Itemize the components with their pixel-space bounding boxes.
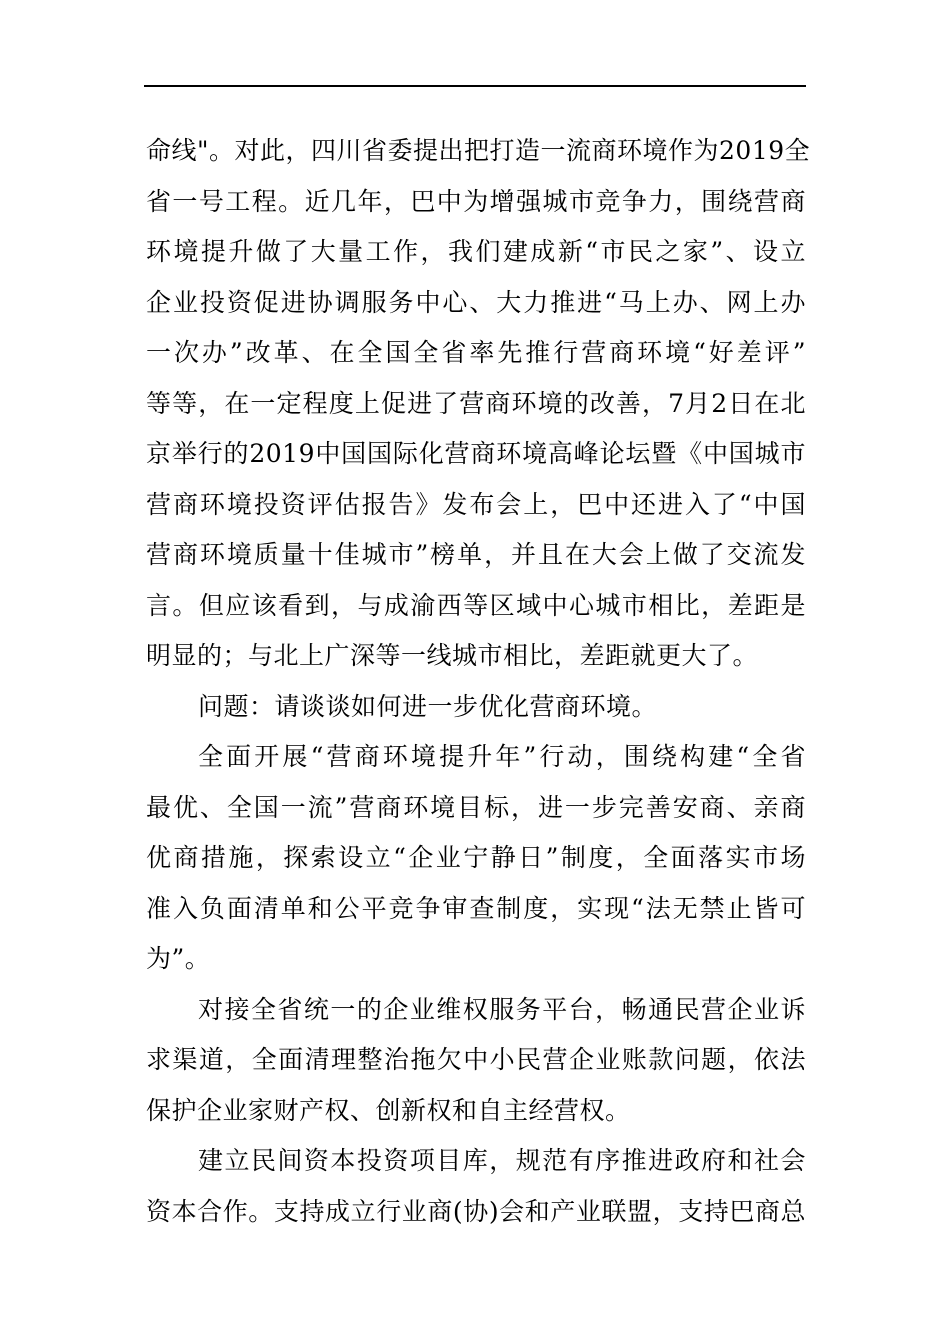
question-line: 问题：请谈谈如何进一步优化营商环境。 [198,691,658,721]
text-line: 营商环境投资评估报告》发布会上，巴中还进入了“中国 [146,489,806,519]
text-line: 命线"。对此，四川省委提出把打造一流商环境作为2019全 [146,136,811,165]
header-rule [144,85,806,87]
text-line: 为”。 [146,944,211,973]
text-line: 建立民间资本投资项目库，规范有序推进政府和社会 [198,1146,806,1175]
text-line: 准入负面清单和公平竞争审查制度，实现“法无禁止皆可 [146,893,806,923]
document-body [146,126,811,1237]
text-line: 全面开展“营商环境提升年”行动，围绕构建“全省 [198,742,806,771]
text-line: 对接全省统一的企业维权服务平台，畅通民营企业诉 [198,994,806,1024]
text-line: 优商措施，探索设立“企业宁静日”制度，全面落实市场 [146,843,806,872]
text-line: 明显的；与北上广深等一线城市相比，差距就更大了。 [146,641,759,670]
text-line: 求渠道，全面清理整治拖欠中小民营企业账款问题，依法 [146,1045,806,1074]
text-line: 京举行的2019中国国际化营商环境高峰论坛暨《中国城市 [146,439,806,468]
text-line: 保护企业家财产权、创新权和自主经营权。 [146,1095,631,1125]
text-line: 等等，在一定程度上促进了营商环境的改善，7月2日在北 [146,388,806,418]
text-line: 营商环境质量十佳城市”榜单，并且在大会上做了交流发 [146,540,806,569]
text-line: 言。但应该看到，与成渝西等区域中心城市相比，差距是 [146,590,806,620]
text-line: 环境提升做了大量工作，我们建成新“市民之家”、设立 [146,237,806,266]
text-line: 省一号工程。近几年，巴中为增强城市竞争力，围绕营商 [146,186,806,216]
text-line: 一次办”改革、在全国全省率先推行营商环境“好差评” [146,338,806,367]
text-line: 最优、全国一流”营商环境目标，进一步完善安商、亲商 [146,792,806,822]
text-line: 资本合作。支持成立行业商(协)会和产业联盟，支持巴商总 [146,1196,806,1226]
text-line: 企业投资促进协调服务中心、大力推进“马上办、网上办 [146,287,806,317]
